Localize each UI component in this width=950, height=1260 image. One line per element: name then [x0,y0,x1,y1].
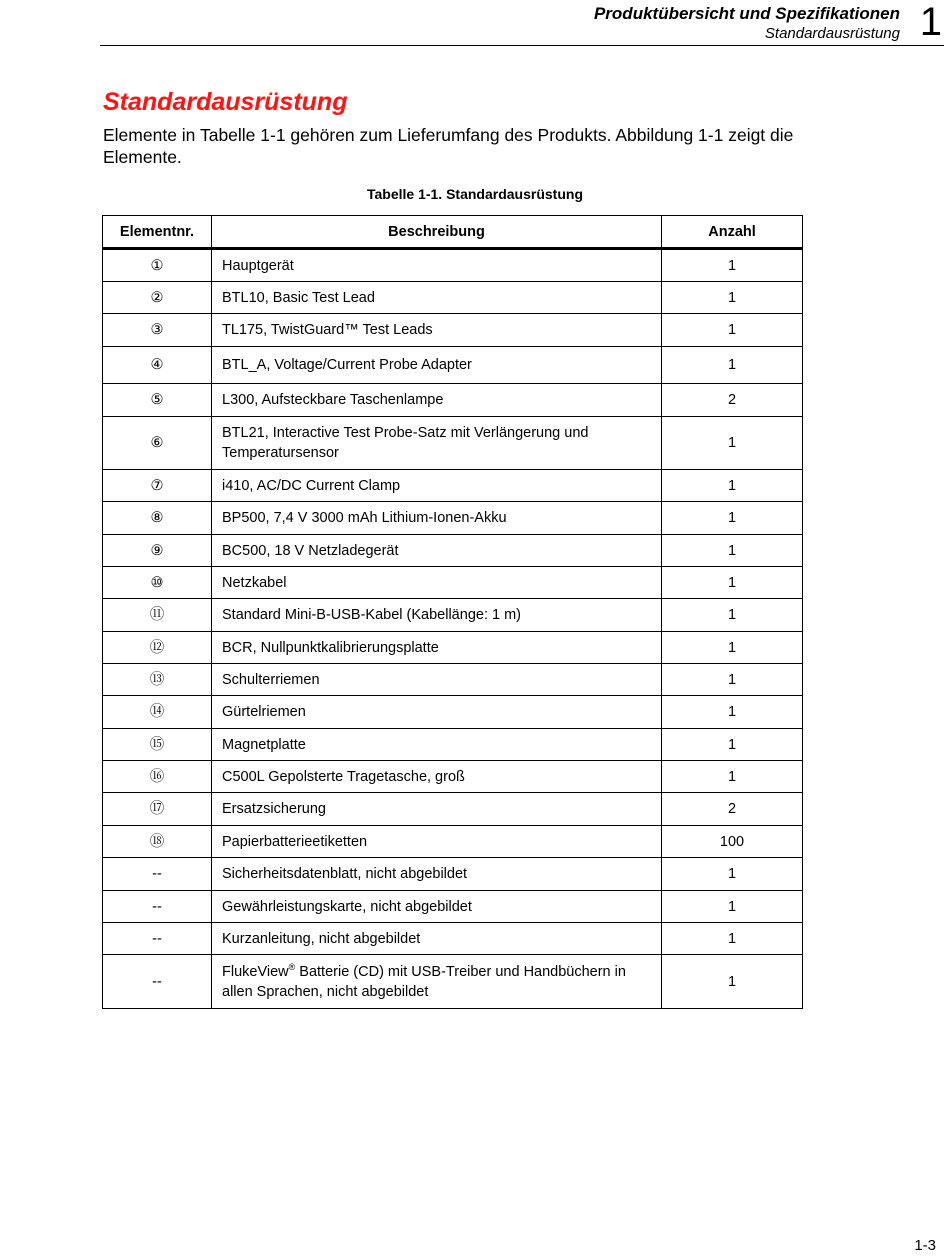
item-quantity: 1 [662,891,803,923]
running-header-title: Produktübersicht und Spezifikationen [593,4,900,23]
item-quantity: 2 [662,793,803,826]
item-number: -- [103,858,212,891]
item-quantity: 1 [662,502,803,535]
table-row [103,793,803,826]
item-number: ⑨ [103,535,212,567]
item-description: BTL_A, Voltage/Current Probe Adapter [212,347,662,384]
item-description: BTL21, Interactive Test Probe-Satz mit Verlängerung und Temperatursensor [212,417,662,470]
item-quantity: 1 [662,470,803,502]
column-header-quantity: Anzahl [662,216,803,249]
item-number: ② [103,282,212,314]
table-row [103,826,803,858]
item-number: ⑭ [103,696,212,729]
table-row [103,664,803,696]
item-number: ⑮ [103,729,212,761]
table-row [103,535,803,567]
item-number: ⑰ [103,793,212,826]
item-number: ⑧ [103,502,212,535]
item-number: ⑱ [103,826,212,858]
item-quantity: 1 [662,858,803,891]
registered-mark: ® [288,961,296,972]
table-row [103,858,803,891]
table-row [103,632,803,664]
table-row [103,282,803,314]
item-description: C500L Gepolsterte Tragetasche, groß [212,761,662,793]
item-quantity: 100 [662,826,803,858]
item-description [212,955,662,1009]
table-caption: Tabelle 1-1. Standardausrüstung [366,186,583,202]
table-row [103,314,803,347]
table-row [103,891,803,923]
description-rest: Batterie (CD) mit USB-Treiber und Handbüchern in allen Sprachen, nicht abgebildet [222,963,626,1000]
item-number: ⑬ [103,664,212,696]
header-divider [100,45,944,46]
item-quantity: 1 [662,417,803,470]
item-description: Ersatzsicherung [212,793,662,826]
item-number: ⑩ [103,567,212,599]
item-quantity: 1 [662,955,803,1009]
item-description: BC500, 18 V Netzladegerät [212,535,662,567]
item-quantity: 1 [662,923,803,955]
item-number: ⑤ [103,384,212,417]
table-row [103,347,803,384]
table-row [103,249,803,282]
item-quantity: 1 [662,696,803,729]
item-description: L300, Aufsteckbare Taschenlampe [212,384,662,417]
running-header-subtitle: Standardausrüstung [764,25,900,42]
brand-name: FlukeView [222,963,289,980]
table-row [103,502,803,535]
table-row [103,470,803,502]
item-number: ⑪ [103,599,212,632]
item-description: Papierbatterieetiketten [212,826,662,858]
equipment-table [102,215,803,1009]
table-row [103,729,803,761]
table-row [103,384,803,417]
table-row [103,923,803,955]
item-quantity: 1 [662,664,803,696]
item-number: -- [103,891,212,923]
column-header-item-number: Elementnr. [103,216,212,249]
item-description: Gewährleistungskarte, nicht abgebildet [212,891,662,923]
item-description: BCR, Nullpunktkalibrierungsplatte [212,632,662,664]
table-row [103,417,803,470]
item-description: Sicherheitsdatenblatt, nicht abgebildet [212,858,662,891]
item-description: Hauptgerät [212,249,662,282]
item-quantity: 1 [662,567,803,599]
item-quantity: 1 [662,729,803,761]
item-number: ③ [103,314,212,347]
item-description: Standard Mini-B-USB-Kabel (Kabellänge: 1 m) [212,599,662,632]
item-number: -- [103,923,212,955]
item-number: ⑫ [103,632,212,664]
item-quantity: 1 [662,249,803,282]
item-description: Kurzanleitung, nicht abgebildet [212,923,662,955]
column-header-description: Beschreibung [212,216,662,249]
item-quantity: 1 [662,347,803,384]
item-number: ⑯ [103,761,212,793]
item-quantity: 1 [662,535,803,567]
item-quantity: 1 [662,599,803,632]
item-description: BP500, 7,4 V 3000 mAh Lithium-Ionen-Akku [212,502,662,535]
item-number: ④ [103,347,212,384]
table-row [103,955,803,1009]
item-description: BTL10, Basic Test Lead [212,282,662,314]
item-description: Schulterriemen [212,664,662,696]
item-quantity: 1 [662,314,803,347]
item-description: Magnetplatte [212,729,662,761]
item-quantity: 1 [662,282,803,314]
item-number: -- [103,955,212,1009]
chapter-number: 1 [919,0,942,44]
table-row [103,696,803,729]
item-quantity: 2 [662,384,803,417]
table-row [103,761,803,793]
item-description: i410, AC/DC Current Clamp [212,470,662,502]
item-quantity: 1 [662,632,803,664]
item-description: Netzkabel [212,567,662,599]
item-number: ⑦ [103,470,212,502]
item-number: ① [103,249,212,282]
page-number: 1-3 [914,1237,936,1254]
table-header-row [103,216,803,249]
item-quantity: 1 [662,761,803,793]
table-row [103,599,803,632]
item-description: TL175, TwistGuard™ Test Leads [212,314,662,347]
item-description: Gürtelriemen [212,696,662,729]
section-heading: Standardausrüstung [103,88,348,116]
intro-paragraph: Elemente in Tabelle 1-1 gehören zum Lieferumfang des Produkts. Abbildung 1-1 zeigt die Elemente. [103,125,794,167]
table-row [103,567,803,599]
item-number: ⑥ [103,417,212,470]
